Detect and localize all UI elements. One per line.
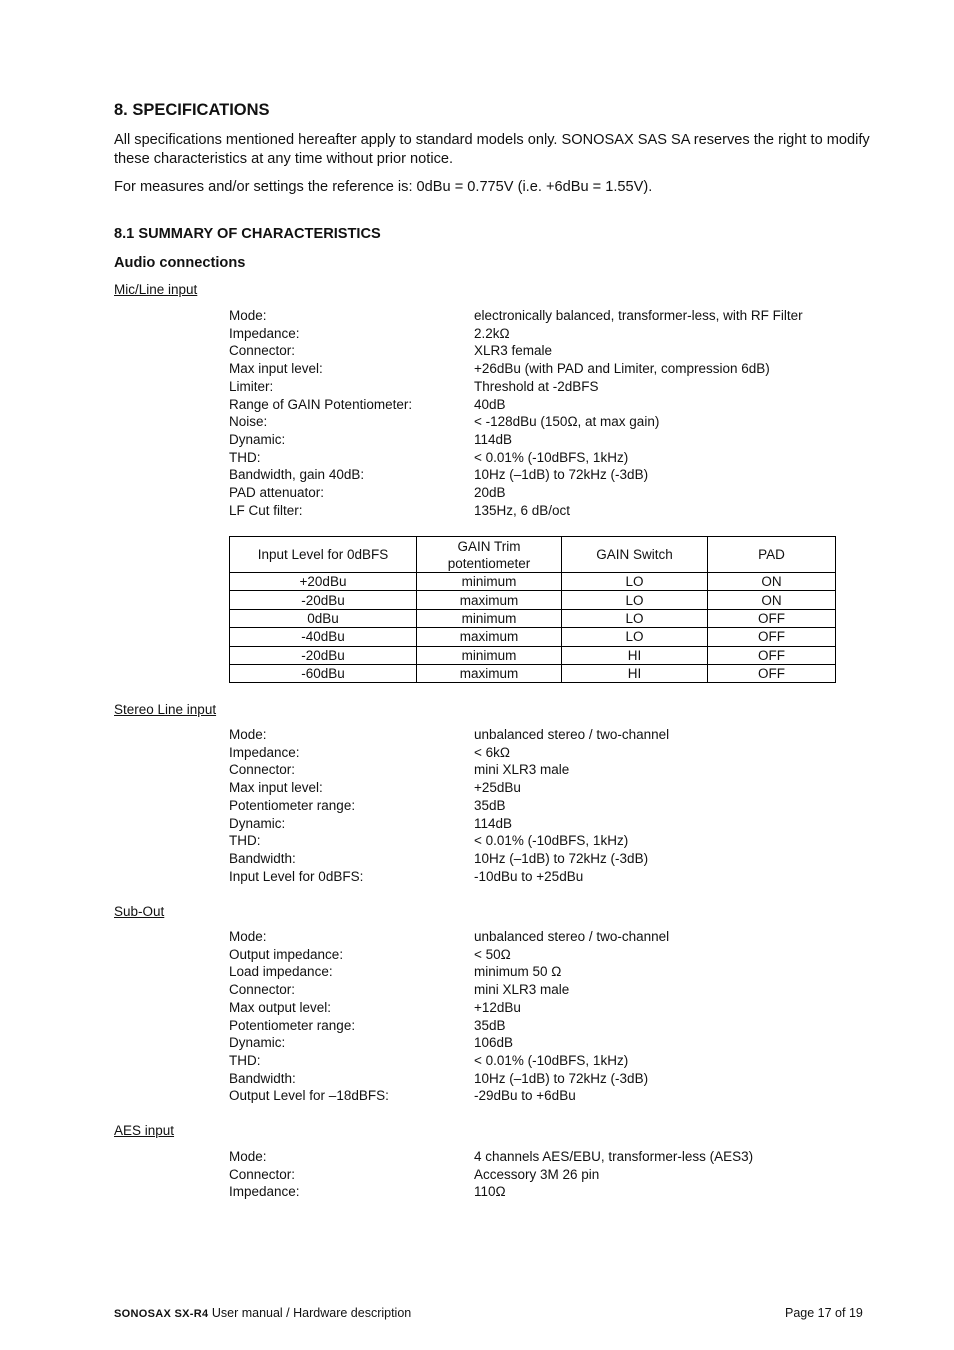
spec-row	[229, 396, 803, 414]
spec-label: LF Cut filter:	[229, 502, 303, 518]
spec-row	[229, 868, 669, 886]
spec-row	[229, 1017, 669, 1035]
spec-value: minimum 50 Ω	[474, 964, 562, 980]
spec-value: 106dB	[474, 1035, 514, 1051]
table-cell: maximum	[417, 591, 562, 609]
spec-row	[229, 726, 669, 744]
spec-value: 114dB	[474, 431, 513, 447]
spec-value: +12dBu	[474, 999, 521, 1015]
spec-value: 135Hz, 6 dB/oct	[474, 502, 571, 518]
spec-label: Output Level for –18dBFS:	[229, 1088, 389, 1104]
table-cell: LO	[562, 591, 708, 609]
sub-out-title: Sub-Out	[114, 904, 165, 919]
spec-label: Dynamic:	[229, 1035, 286, 1051]
table-cell: LO	[562, 628, 708, 646]
spec-value: unbalanced stereo / two-channel	[474, 929, 670, 944]
spec-label: Impedance:	[229, 325, 300, 341]
table-cell: LO	[562, 609, 708, 627]
table-cell: minimum	[417, 646, 562, 664]
spec-value: Threshold at -2dBFS	[474, 378, 599, 394]
spec-value: -29dBu to +6dBu	[474, 1088, 576, 1104]
spec-row	[229, 1034, 669, 1052]
spec-label: Potentiometer range:	[229, 797, 356, 813]
spec-value: -10dBu to +25dBu	[474, 868, 584, 884]
spec-value: 20dB	[474, 485, 506, 501]
spec-row	[229, 431, 803, 449]
subsection-heading: 8.1 SUMMARY OF CHARACTERISTICS	[114, 226, 381, 242]
spec-row	[229, 449, 803, 467]
audio-connections-heading: Audio connections	[114, 255, 246, 271]
spec-row	[229, 1070, 669, 1088]
aes-input-title: AES input	[114, 1123, 175, 1138]
spec-label: Output impedance:	[229, 946, 344, 962]
spec-label: Range of GAIN Potentiometer:	[229, 396, 413, 412]
spec-row	[229, 484, 803, 502]
spec-label: Max input level:	[229, 361, 323, 377]
spec-label: Max input level:	[229, 780, 323, 796]
table-cell: OFF	[708, 609, 836, 627]
spec-row	[229, 744, 669, 762]
spec-label: Limiter:	[229, 378, 274, 394]
spec-value: XLR3 female	[474, 343, 553, 359]
table-row	[230, 646, 836, 664]
spec-value: < 50Ω	[474, 946, 511, 962]
spec-row	[229, 797, 669, 815]
section-heading: 8. SPECIFICATIONS	[114, 101, 270, 119]
spec-value: +25dBu	[474, 780, 521, 796]
spec-row	[229, 378, 803, 396]
table-row	[230, 609, 836, 627]
spec-row	[229, 832, 669, 850]
table-cell: HI	[562, 664, 708, 682]
spec-row	[229, 850, 669, 868]
spec-row	[229, 342, 803, 360]
stereo-line-title: Stereo Line input	[114, 702, 217, 717]
spec-label: Mode:	[229, 727, 267, 742]
spec-row	[229, 1148, 753, 1166]
table-cell: -20dBu	[230, 591, 417, 609]
spec-value: mini XLR3 male	[474, 982, 570, 998]
stereo-line-spec-list	[229, 726, 669, 885]
spec-value: 35dB	[474, 1017, 506, 1033]
spec-value: 110Ω	[474, 1184, 506, 1200]
table-cell: +20dBu	[230, 573, 417, 591]
spec-row	[229, 307, 803, 325]
spec-label: Impedance:	[229, 1184, 300, 1200]
table-cell: HI	[562, 646, 708, 664]
spec-value: 40dB	[474, 396, 506, 412]
spec-value: mini XLR3 male	[474, 762, 570, 778]
spec-row	[229, 1052, 669, 1070]
table-cell: maximum	[417, 628, 562, 646]
table-cell: maximum	[417, 664, 562, 682]
spec-label: Mode:	[229, 1149, 267, 1164]
spec-label: Mode:	[229, 308, 267, 323]
spec-label: Load impedance:	[229, 964, 333, 980]
spec-row	[229, 360, 803, 378]
spec-value: < 6kΩ	[474, 744, 510, 760]
spec-value: 4 channels AES/EBU, transformer-less (AES3)	[474, 1149, 754, 1164]
table-header-cell: GAIN Switch	[562, 537, 708, 573]
spec-label: Mode:	[229, 929, 267, 944]
table-cell: OFF	[708, 664, 836, 682]
spec-value: 10Hz (–1dB) to 72kHz (-3dB)	[474, 467, 649, 483]
spec-row	[229, 815, 669, 833]
spec-label: THD:	[229, 1052, 261, 1068]
spec-row	[229, 502, 803, 520]
spec-label: Potentiometer range:	[229, 1017, 356, 1033]
spec-value: < -128dBu (150Ω, at max gain)	[474, 414, 660, 430]
table-row	[230, 664, 836, 682]
spec-label: Connector:	[229, 762, 296, 778]
table-cell: ON	[708, 591, 836, 609]
spec-row	[229, 325, 803, 343]
sub-out-spec-list	[229, 928, 669, 1105]
spec-value: 35dB	[474, 797, 506, 813]
spec-value: unbalanced stereo / two-channel	[474, 727, 670, 742]
table-cell: 0dBu	[230, 609, 417, 627]
spec-value: electronically balanced, transformer-less, with RF Filter	[474, 308, 803, 323]
spec-label: Dynamic:	[229, 431, 286, 447]
spec-label: THD:	[229, 833, 261, 849]
table-cell: minimum	[417, 609, 562, 627]
table-header-cell: Input Level for 0dBFS	[230, 537, 417, 573]
spec-label: Connector:	[229, 343, 296, 359]
spec-value: 10Hz (–1dB) to 72kHz (-3dB)	[474, 850, 649, 866]
footer-left	[114, 1306, 411, 1320]
spec-row	[229, 999, 669, 1017]
spec-label: Bandwidth, gain 40dB:	[229, 467, 365, 483]
spec-label: Bandwidth:	[229, 1070, 296, 1086]
table-header-cell: PAD	[708, 537, 836, 573]
mic-line-spec-list	[229, 307, 803, 519]
spec-label: Noise:	[229, 414, 268, 430]
intro-paragraph: All specifications mentioned hereafter apply to standard models only. SONOSAX SAS SA reserves the right to modify these characteristics at any time without prior notice.	[114, 132, 870, 167]
spec-row	[229, 1183, 753, 1201]
reference-paragraph: For measures and/or settings the reference is: 0dBu = 0.775V (i.e. +6dBu = 1.55V).	[114, 179, 653, 195]
spec-label: Connector:	[229, 982, 296, 998]
spec-row	[229, 963, 669, 981]
table-header-row	[230, 537, 836, 573]
table-row	[230, 628, 836, 646]
table-cell: LO	[562, 573, 708, 591]
table-header-cell: GAIN Trim potentiometer	[417, 537, 562, 573]
spec-value: < 0.01% (-10dBFS, 1kHz)	[474, 1052, 629, 1068]
spec-row	[229, 779, 669, 797]
table-row	[230, 573, 836, 591]
spec-label: PAD attenuator:	[229, 485, 325, 501]
spec-row	[229, 946, 669, 964]
spec-label: Max output level:	[229, 999, 332, 1015]
spec-row	[229, 413, 803, 431]
table-cell: -40dBu	[230, 628, 417, 646]
spec-value: < 0.01% (-10dBFS, 1kHz)	[474, 449, 629, 465]
spec-value: +26dBu (with PAD and Limiter, compression 6dB)	[474, 361, 770, 377]
spec-label: Impedance:	[229, 744, 300, 760]
spec-value: 10Hz (–1dB) to 72kHz (-3dB)	[474, 1070, 649, 1086]
spec-row	[229, 981, 669, 999]
spec-row	[229, 466, 803, 484]
table-cell: -20dBu	[230, 646, 417, 664]
footer-page-number: Page 17 of 19	[785, 1306, 863, 1320]
spec-value: Accessory 3M 26 pin	[474, 1166, 600, 1182]
spec-row	[229, 1166, 753, 1184]
spec-value: 114dB	[474, 815, 513, 831]
spec-label: Connector:	[229, 1166, 296, 1182]
table-cell: minimum	[417, 573, 562, 591]
spec-label: Bandwidth:	[229, 850, 296, 866]
footer-text: User manual / Hardware description	[208, 1306, 412, 1320]
spec-row	[229, 928, 669, 946]
spec-row	[229, 761, 669, 779]
table-cell: OFF	[708, 646, 836, 664]
spec-label: Input Level for 0dBFS:	[229, 868, 364, 884]
aes-input-spec-list	[229, 1148, 753, 1201]
footer-brand: SONOSAX SX-R4	[114, 1308, 209, 1320]
mic-line-title: Mic/Line input	[114, 282, 198, 297]
spec-row	[229, 1087, 669, 1105]
spec-value: < 0.01% (-10dBFS, 1kHz)	[474, 833, 629, 849]
spec-label: THD:	[229, 449, 261, 465]
table-cell: OFF	[708, 628, 836, 646]
gain-settings-table	[229, 536, 836, 683]
spec-value: 2.2kΩ	[474, 325, 510, 341]
table-row	[230, 591, 836, 609]
table-cell: -60dBu	[230, 664, 417, 682]
spec-label: Dynamic:	[229, 815, 286, 831]
table-cell: ON	[708, 573, 836, 591]
